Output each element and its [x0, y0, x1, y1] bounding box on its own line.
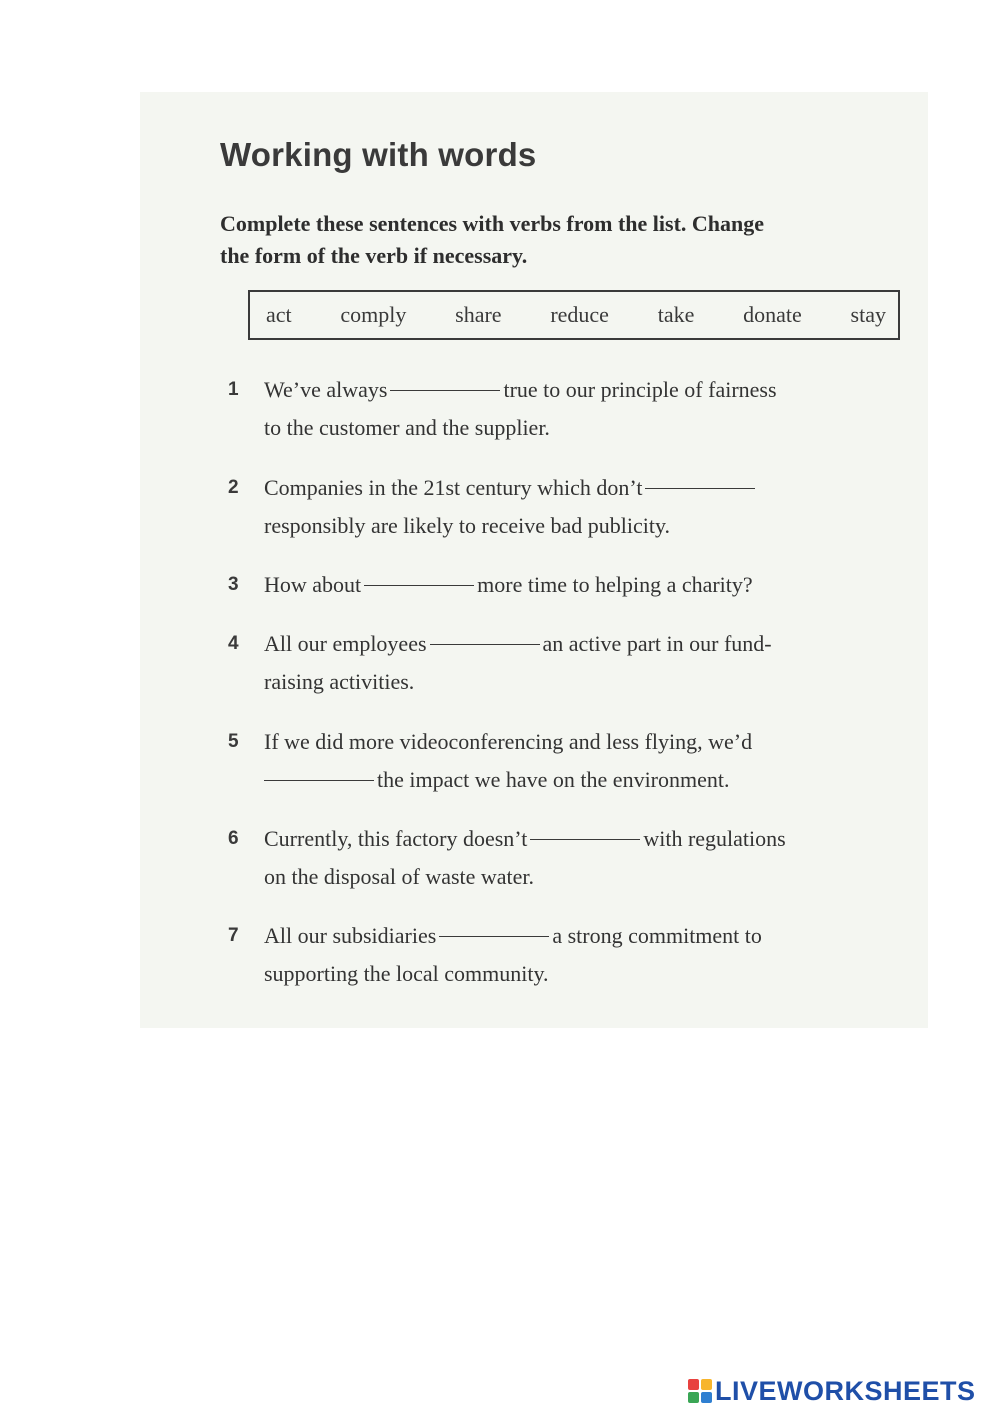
- liveworksheets-logo[interactable]: [688, 1376, 976, 1406]
- answer-blank-4[interactable]: [430, 643, 540, 645]
- question-line: [264, 566, 918, 604]
- answer-blank-6[interactable]: [530, 838, 640, 840]
- page-title: Working with words: [220, 136, 537, 173]
- question-text: more time to helping a charity?: [477, 572, 753, 597]
- question-text: Currently, this factory doesn’t: [264, 826, 528, 851]
- question-line: responsibly are likely to receive bad publicity.: [264, 513, 671, 538]
- question-number: 4: [228, 633, 239, 654]
- word-list-item: donate: [743, 302, 802, 327]
- question-number: 2: [228, 477, 239, 498]
- liveworksheets-brand-text: LIVEWORKSHEETS: [715, 1376, 976, 1406]
- question-text: We’ve always: [264, 377, 388, 402]
- word-list-item: stay: [850, 302, 886, 327]
- question-line: [264, 469, 918, 507]
- answer-blank-2[interactable]: [645, 487, 755, 489]
- question-7: [228, 917, 918, 993]
- question-line: [264, 371, 918, 409]
- word-list-item: act: [266, 302, 292, 327]
- question-text: How about: [264, 572, 362, 597]
- question-line: on the disposal of waste water.: [264, 864, 535, 889]
- question-line: supporting the local community.: [264, 961, 549, 986]
- liveworksheets-logo-icon: [688, 1379, 712, 1403]
- question-text: with regulations: [643, 826, 786, 851]
- answer-blank-3[interactable]: [364, 584, 474, 586]
- question-2: [228, 469, 918, 545]
- word-list-item: take: [657, 302, 695, 327]
- question-text: All our employees: [264, 631, 427, 656]
- question-line: [264, 917, 918, 955]
- question-text: an active part in our fund-: [542, 631, 772, 656]
- instructions-line-1: Complete these sentences with verbs from the list. Change: [220, 211, 765, 236]
- logo-square: [701, 1392, 712, 1403]
- word-list-item: reduce: [550, 302, 609, 327]
- question-line: raising activities.: [264, 669, 415, 694]
- question-number: 5: [228, 731, 239, 752]
- instructions: [220, 208, 900, 272]
- question-number: 3: [228, 574, 239, 595]
- question-line: [264, 625, 918, 663]
- question-line: [264, 820, 918, 858]
- question-line: to the customer and the supplier.: [264, 415, 550, 440]
- answer-blank-7[interactable]: [439, 935, 549, 937]
- question-text: All our subsidiaries: [264, 923, 437, 948]
- question-3: [228, 566, 918, 604]
- question-number: 1: [228, 379, 239, 400]
- question-4: [228, 625, 918, 701]
- question-6: [228, 820, 918, 896]
- question-number: 7: [228, 925, 239, 946]
- question-line: [264, 761, 918, 799]
- logo-square: [688, 1392, 699, 1403]
- question-line: If we did more videoconferencing and less flying, we’d: [264, 729, 753, 754]
- question-text: true to our principle of fairness: [503, 377, 777, 402]
- word-list-item: share: [455, 302, 502, 327]
- question-number: 6: [228, 828, 239, 849]
- logo-square: [688, 1379, 699, 1390]
- question-text: a strong commitment to: [552, 923, 762, 948]
- word-list-item: comply: [340, 302, 407, 327]
- question-1: [228, 371, 918, 447]
- logo-square: [701, 1379, 712, 1390]
- word-list-box: [248, 290, 900, 340]
- question-5: [228, 723, 918, 799]
- question-text: the impact we have on the environment.: [377, 767, 730, 792]
- answer-blank-5[interactable]: [264, 779, 374, 781]
- instructions-line-2: the form of the verb if necessary.: [220, 243, 528, 268]
- question-text: Companies in the 21st century which don’t: [264, 475, 643, 500]
- answer-blank-1[interactable]: [390, 389, 500, 391]
